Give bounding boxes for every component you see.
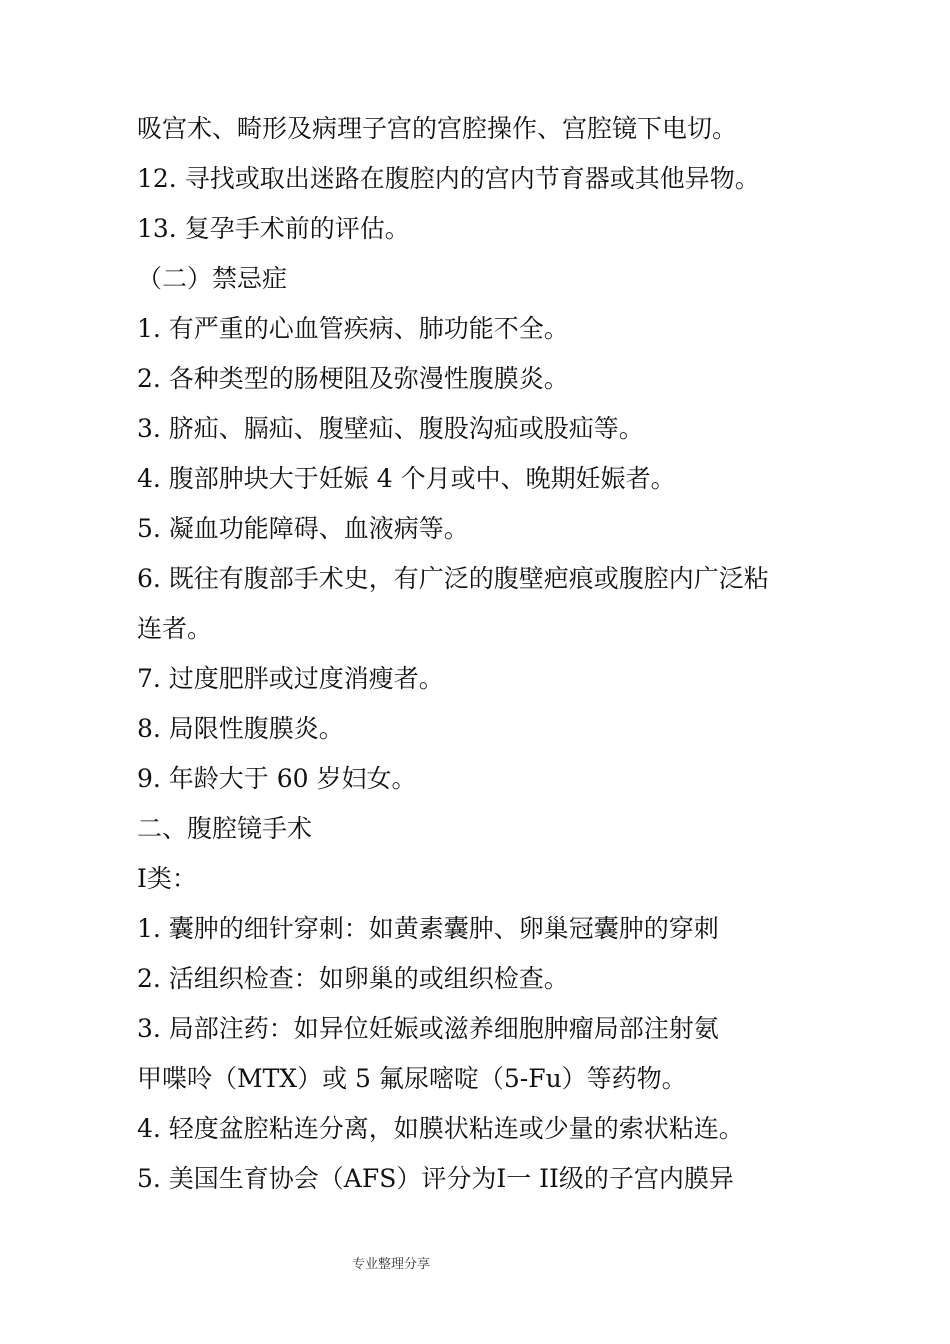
contraindication-item-5: 5. 凝血功能障碍、血液病等。 bbox=[137, 514, 469, 543]
contraindication-item-3: 3. 脐疝、膈疝、腹壁疝、腹股沟疝或股疝等。 bbox=[137, 414, 644, 443]
subsection-heading-class-1: Ⅰ类： bbox=[137, 864, 197, 893]
contraindication-item-8: 8. 局限性腹膜炎。 bbox=[137, 714, 344, 743]
class1-item-3-continued: 甲喋呤（MTX）或 5 氟尿嘧啶（5-Fu）等药物。 bbox=[137, 1064, 687, 1093]
contraindication-item-1: 1. 有严重的心血管疾病、肺功能不全。 bbox=[137, 314, 569, 343]
contraindication-item-6-continued: 连者。 bbox=[137, 614, 213, 643]
section-heading-contraindications: （二）禁忌症 bbox=[137, 264, 288, 293]
contraindication-item-6: 6. 既往有腹部手术史，有广泛的腹壁疤痕或腹腔内广泛粘 bbox=[137, 564, 769, 593]
text-line-1: 吸宫术、畸形及病理子宫的宫腔操作、宫腔镜下电切。 bbox=[137, 114, 738, 143]
section-heading-laparoscopic-surgery: 二、腹腔镜手术 bbox=[137, 814, 313, 843]
contraindication-item-9: 9. 年龄大于 60 岁妇女。 bbox=[137, 764, 417, 793]
class1-item-4: 4. 轻度盆腔粘连分离，如膜状粘连或少量的索状粘连。 bbox=[137, 1114, 744, 1143]
class1-item-5: 5. 美国生育协会（AFS）评分为Ⅰ一 ⅠⅠ级的子宫内膜异 bbox=[137, 1164, 734, 1193]
contraindication-item-4: 4. 腹部肿块大于妊娠 4 个月或中、晚期妊娠者。 bbox=[137, 464, 676, 493]
contraindication-item-2: 2. 各种类型的肠梗阻及弥漫性腹膜炎。 bbox=[137, 364, 569, 393]
list-item-12: 12. 寻找或取出迷路在腹腔内的宫内节育器或其他异物。 bbox=[137, 164, 760, 193]
list-item-13: 13. 复孕手术前的评估。 bbox=[137, 214, 410, 243]
class1-item-2: 2. 活组织检查：如卵巢的或组织检查。 bbox=[137, 964, 569, 993]
class1-item-1: 1. 囊肿的细针穿刺：如黄素囊肿、卵巢冠囊肿的穿刺 bbox=[137, 914, 719, 943]
contraindication-item-7: 7. 过度肥胖或过度消瘦者。 bbox=[137, 664, 444, 693]
class1-item-3: 3. 局部注药：如异位妊娠或滋养细胞肿瘤局部注射氨 bbox=[137, 1014, 719, 1043]
page-footer: 专业整理分享 bbox=[352, 1257, 431, 1272]
